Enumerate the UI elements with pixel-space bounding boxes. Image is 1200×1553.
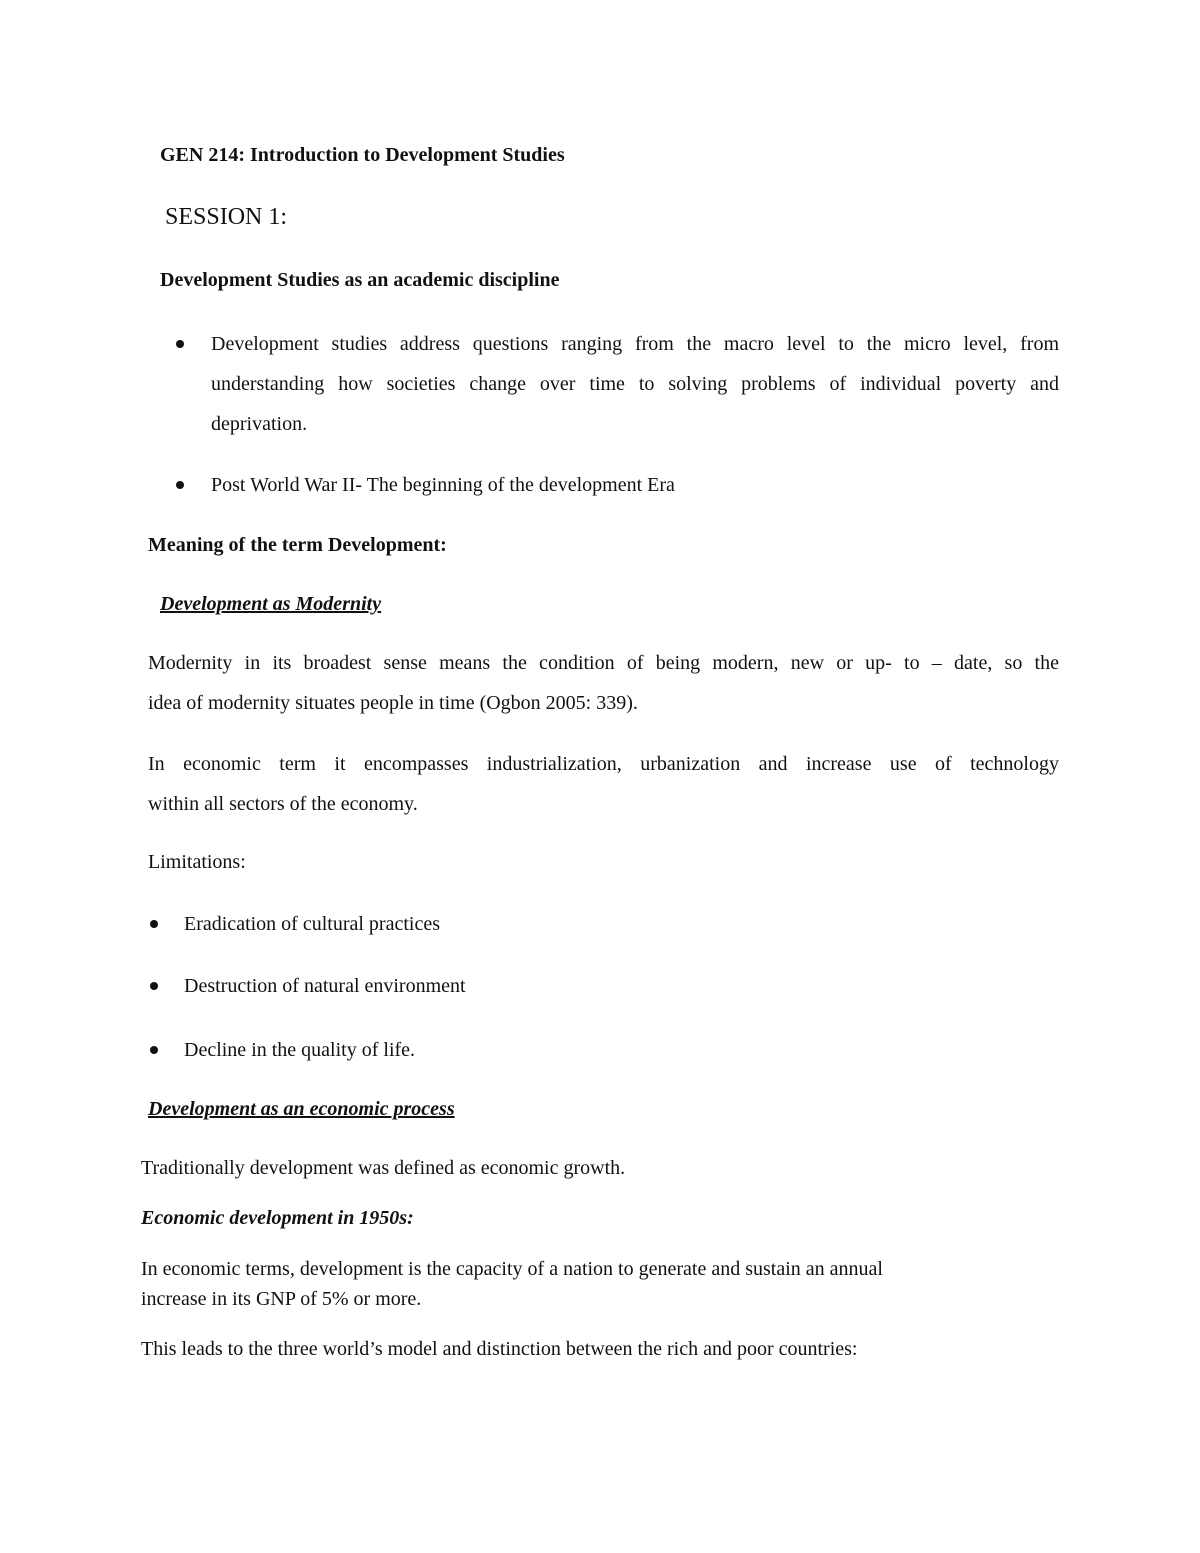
economic-development-1950s-heading: Economic development in 1950s: (141, 1207, 414, 1229)
bullet-text-line: understanding how societies change over time to solving problems of individual poverty and (211, 373, 1059, 395)
modernity-paragraph-line: Modernity in its broadest sense means the condition of being modern, new or up- to – date, so the (148, 652, 1059, 674)
limitation-item: Destruction of natural environment (184, 975, 466, 997)
bullet-marker (176, 340, 184, 348)
bullet-text-line: Development studies address questions ranging from the macro level to the micro level, from (211, 333, 1059, 355)
bullet-marker (176, 481, 184, 489)
bullet-text-line: Post World War II- The beginning of the development Era (211, 474, 675, 496)
meaning-heading: Meaning of the term Development: (148, 534, 447, 556)
limitation-item: Eradication of cultural practices (184, 913, 440, 935)
session-heading: SESSION 1: (165, 204, 288, 230)
modernity-paragraph-line: idea of modernity situates people in time (Ogbon 2005: 339). (148, 692, 638, 714)
section-heading-academic-discipline: Development Studies as an academic discipline (160, 269, 560, 291)
three-worlds-paragraph: This leads to the three world’s model and distinction between the rich and poor countries: (141, 1338, 858, 1360)
limitations-label: Limitations: (148, 851, 246, 873)
limitation-item: Decline in the quality of life. (184, 1039, 416, 1061)
economic-process-heading: Development as an economic process (148, 1098, 455, 1120)
bullet-text-line: deprivation. (211, 413, 308, 435)
economic-term-paragraph-line: within all sectors of the economy. (148, 793, 418, 815)
economic-term-paragraph-line: In economic term it encompasses industrialization, urbanization and increase use of technology (148, 753, 1059, 775)
economic-development-paragraph-line: increase in its GNP of 5% or more. (141, 1288, 422, 1310)
modernity-heading: Development as Modernity (160, 593, 382, 615)
economic-development-paragraph-line: In economic terms, development is the capacity of a nation to generate and sustain an annual (141, 1258, 883, 1280)
bullet-marker (150, 920, 158, 928)
bullet-marker (150, 982, 158, 990)
bullet-marker (150, 1046, 158, 1054)
economic-process-paragraph: Traditionally development was defined as economic growth. (141, 1157, 626, 1179)
course-title: GEN 214: Introduction to Development Studies (160, 144, 565, 166)
